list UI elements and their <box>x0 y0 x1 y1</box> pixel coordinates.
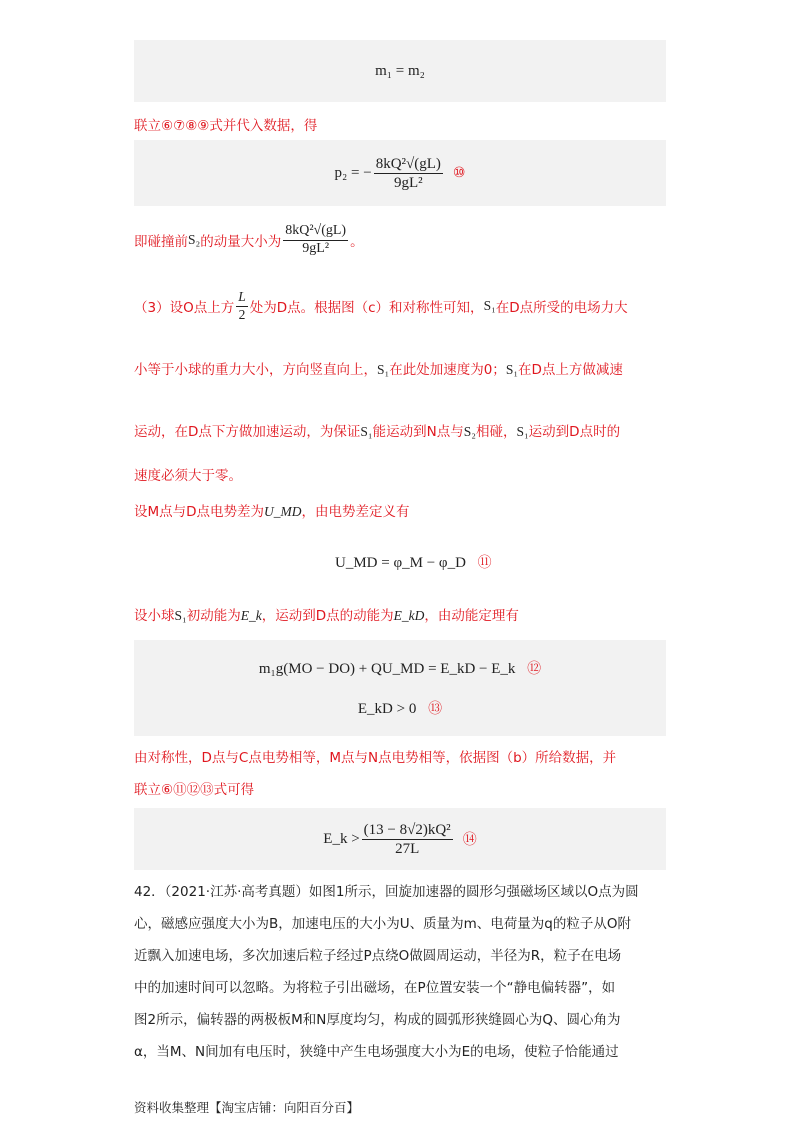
problem42-line1: 42．（2021·江苏·高考真题）如图1所示，回旋加速器的圆形匀强磁场区域以O点为圆 <box>134 884 639 900</box>
equation-box-1 <box>134 40 666 102</box>
equation-14-fraction <box>362 821 453 858</box>
momentum-post: 。 <box>350 234 364 250</box>
para3-l2c: 在D点上方做减速 <box>518 362 623 378</box>
problem42-line5: 图2所示，偏转器的两极板M和N厚度均匀，构成的圆弧形狭缝圆心为Q、圆心角为 <box>134 1012 621 1028</box>
umd-pre: 设M点与D点电势差为 <box>134 504 265 520</box>
text-symmetry-1: 由对称性，D点与C点电势相等，M点与N点电势相等，依据图（b）所给数据，并 <box>134 750 617 766</box>
ek-b: 初动能为 <box>186 608 241 624</box>
frac-den: 2 <box>238 306 246 322</box>
equation-umd <box>335 552 492 572</box>
symbol-umd: U_MD <box>264 504 302 519</box>
fraction-L-over-2 <box>236 289 248 322</box>
equation-box-4 <box>134 808 666 870</box>
momentum-denominator: 9gL² <box>302 240 330 256</box>
momentum-fraction <box>283 223 348 258</box>
para3-l3d: 运动到D点时的 <box>528 424 621 440</box>
tag-10: ⑩ <box>452 165 466 181</box>
symbol-ekd: E_kD <box>393 608 425 623</box>
para3-l2b: 在此处加速度为0； <box>389 362 506 378</box>
equation-12 <box>259 658 541 678</box>
equation-13-text: E_kD > 0 <box>357 701 417 717</box>
equation-12-text: m₁g(MO − DO) + QU_MD = E_kD − E_k <box>258 661 516 677</box>
para3-l1c: 在D点所受的电场力大 <box>495 300 628 316</box>
problem42-line6: α，当M、N间加有电压时，狭缝中产生电场强度大小为E的电场，使粒子恰能通过 <box>134 1044 619 1060</box>
para3-l1b: 处为D点。根据图（c）和对称性可知， <box>249 300 484 316</box>
eq14-numerator: (13 − 8√2)kQ² <box>363 821 451 838</box>
para3-line1 <box>134 284 628 328</box>
symbol-s1: S₁ <box>505 362 519 377</box>
symbol-s1: S₁ <box>377 362 390 377</box>
equation-p2-lhs: p₂ = − <box>334 164 372 181</box>
eq14-denominator: 27L <box>395 840 420 857</box>
equation-umd-text: U_MD = φ_M − φ_D <box>335 555 466 571</box>
tag-13: ⑬ <box>428 701 443 717</box>
momentum-pre: 即碰撞前 <box>134 234 188 250</box>
para3-line3 <box>134 420 620 440</box>
equation-box-3 <box>134 640 666 736</box>
para3-line4: 速度必须大于零。 <box>134 468 242 484</box>
text-join-1: 联立⑥⑦⑧⑨式并代入数据，得 <box>134 118 318 134</box>
ek-c: ，运动到D点的动能为 <box>261 608 394 624</box>
text-symmetry-2: 联立⑥⑪⑫⑬式可得 <box>134 782 255 798</box>
para3-l2a: 小等于小球的重力大小，方向竖直向上， <box>134 362 377 378</box>
umd-post: ，由电势差定义有 <box>301 504 410 520</box>
tag-11: ⑪ <box>477 555 492 571</box>
problem42-line3: 近飘入加速电场，多次加速后粒子经过P点绕O做圆周运动，半径为R，粒子在电场 <box>134 948 622 964</box>
para3-line2 <box>134 358 623 378</box>
symbol-s1: S₁ <box>516 424 529 439</box>
equation-m1-m2: m₁ = m₂ <box>375 62 425 79</box>
symbol-s1: S₁ <box>360 424 373 439</box>
symbol-s2: S₂ <box>463 424 476 439</box>
ek-a: 设小球 <box>134 608 175 624</box>
ek-d: ，由动能定理有 <box>424 608 519 624</box>
p2-numerator: 8kQ²√(gL) <box>375 155 441 172</box>
momentum-numerator: 8kQ²√(gL) <box>283 223 348 241</box>
p2-denominator: 9gL² <box>393 174 423 191</box>
para3-l1a: （3）设O点上方 <box>134 300 235 316</box>
frac-num: L <box>236 289 248 306</box>
symbol-s1: S₁ <box>174 608 187 623</box>
equation-14-lhs: E_k > <box>323 830 360 847</box>
text-umd-line <box>134 500 410 520</box>
text-ek-line <box>134 604 519 624</box>
tag-14: ⑭ <box>462 832 477 848</box>
text-momentum-line <box>134 218 364 262</box>
momentum-mid: 的动量大小为 <box>200 234 282 250</box>
para3-l3c: 相碰， <box>475 424 517 440</box>
footer-text: 资料收集整理【淘宝店铺：向阳百分百】 <box>134 1100 360 1115</box>
problem42-line4: 中的加速时间可以忽略。为将粒子引出磁场，在P位置安装一个“静电偏转器”，如 <box>134 980 616 996</box>
equation-13 <box>358 698 442 718</box>
equation-p2-fraction <box>374 155 443 192</box>
tag-12: ⑫ <box>527 661 542 677</box>
problem42-line2: 心，磁感应强度大小为B，加速电压的大小为U、质量为m、电荷量为q的粒子从O附 <box>134 916 631 932</box>
symbol-s1: S₁ <box>483 298 496 313</box>
equation-box-2 <box>134 140 666 206</box>
symbol-s2: S₂ <box>188 232 201 247</box>
para3-l3a: 运动，在D点下方做加速运动，为保证 <box>134 424 361 440</box>
symbol-ek: E_k <box>240 608 262 623</box>
para3-l3b: 能运动到N点与 <box>372 424 464 440</box>
